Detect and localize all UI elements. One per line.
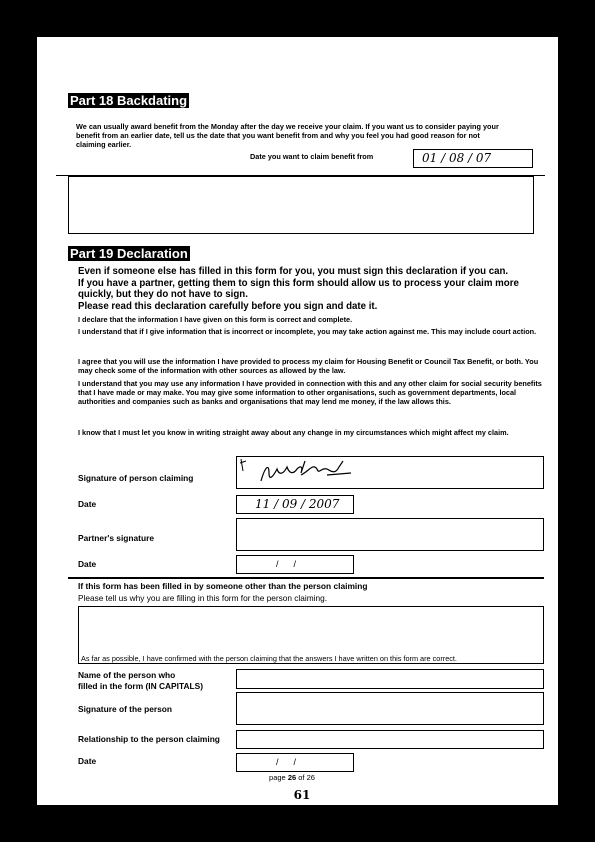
declaration-statement-2: I understand that if I give information that is incorrect or incomplete, you may take action against me. This may include court action. bbox=[78, 327, 537, 336]
filler-name-label-1: Name of the person who bbox=[78, 670, 176, 680]
confirmation-statement: As far as possible, I have confirmed with the person claiming that the answers I have written on this form are correct. bbox=[81, 654, 457, 663]
form-page bbox=[37, 37, 558, 805]
signature-label: Signature of person claiming bbox=[78, 473, 194, 483]
filler-date-label: Date bbox=[78, 756, 97, 766]
declaration-heading-3: Please read this declaration carefully before you sign and date it. bbox=[78, 301, 378, 312]
filler-name-label-2: filled in the form (IN CAPITALS) bbox=[78, 681, 203, 691]
backdate-reason-field[interactable] bbox=[68, 176, 534, 234]
declaration-statement-1: I declare that the information I have given on this form is correct and complete. bbox=[78, 315, 353, 324]
backdate-value: 01 / 08 / 07 bbox=[422, 151, 492, 165]
other-person-subheading: Please tell us why you are filling in this form for the person claiming. bbox=[78, 593, 328, 603]
part18-intro: We can usually award benefit from the Monday after the day we receive your claim. If you want us to consider paying your benefit from an earlier date, tell us the date that you want benefit from and why you feel you had good reason for not claiming earlier. bbox=[76, 122, 499, 150]
filler-signature-label: Signature of the person bbox=[78, 704, 172, 714]
reason-field[interactable] bbox=[78, 606, 544, 664]
filler-date-field[interactable] bbox=[236, 753, 354, 772]
folio-number: 61 bbox=[293, 788, 311, 802]
page-current: 26 bbox=[287, 773, 297, 782]
date-label: Date bbox=[78, 499, 97, 509]
part19-title: Part 19 Declaration bbox=[70, 246, 188, 261]
partner-signature-label: Partner's signature bbox=[78, 533, 154, 543]
page-prefix: page bbox=[269, 773, 286, 782]
partner-date-label: Date bbox=[78, 559, 97, 569]
handwritten-signature bbox=[239, 457, 369, 490]
declaration-statement-3: I agree that you will use the information I have provided to process my claim for Housing Benefit or Council Tax Benefit, or both. You may check some of the information with other sources as allowed by the law. bbox=[78, 357, 539, 376]
declaration-statement-4: I understand that you may use any information I have provided in connection with this and any other claim for social security benefits that I have made or may make. You may give some information to other organisations, such as government departments, local authorities and companies such as banks and organisations that may lend me money, if the law allows this. bbox=[78, 379, 542, 407]
other-person-heading: If this form has been filled in by someone other than the person claiming bbox=[78, 581, 368, 591]
claimant-date-value: 11 / 09 / 2007 bbox=[255, 497, 340, 511]
page-number bbox=[37, 773, 547, 782]
claimant-signature-field[interactable] bbox=[236, 456, 544, 489]
backdate-label: Date you want to claim benefit from bbox=[250, 152, 374, 161]
partner-signature-field[interactable] bbox=[236, 518, 544, 551]
claimant-date-field[interactable] bbox=[236, 495, 354, 514]
relationship-label: Relationship to the person claiming bbox=[78, 734, 220, 744]
relationship-field[interactable] bbox=[236, 730, 544, 749]
partner-date-field[interactable] bbox=[236, 555, 354, 574]
divider bbox=[68, 577, 544, 579]
declaration-heading-2: If you have a partner, getting them to sign this form should allow us to process your claim more quickly, but they do not have to sign. bbox=[78, 278, 519, 301]
filler-name-field[interactable] bbox=[236, 669, 544, 689]
filler-signature-field[interactable] bbox=[236, 692, 544, 725]
partner-date-separators: / / bbox=[276, 559, 297, 569]
declaration-heading-1: Even if someone else has filled in this form for you, you must sign this declaration if you can. bbox=[78, 266, 509, 277]
part18-title: Part 18 Backdating bbox=[70, 93, 188, 108]
declaration-statement-5: I know that I must let you know in writing straight away about any change in my circumstances which might affect my claim. bbox=[78, 428, 509, 437]
filler-date-separators: / / bbox=[276, 757, 297, 767]
backdate-field[interactable] bbox=[413, 149, 533, 168]
page-total: of 26 bbox=[298, 773, 315, 782]
